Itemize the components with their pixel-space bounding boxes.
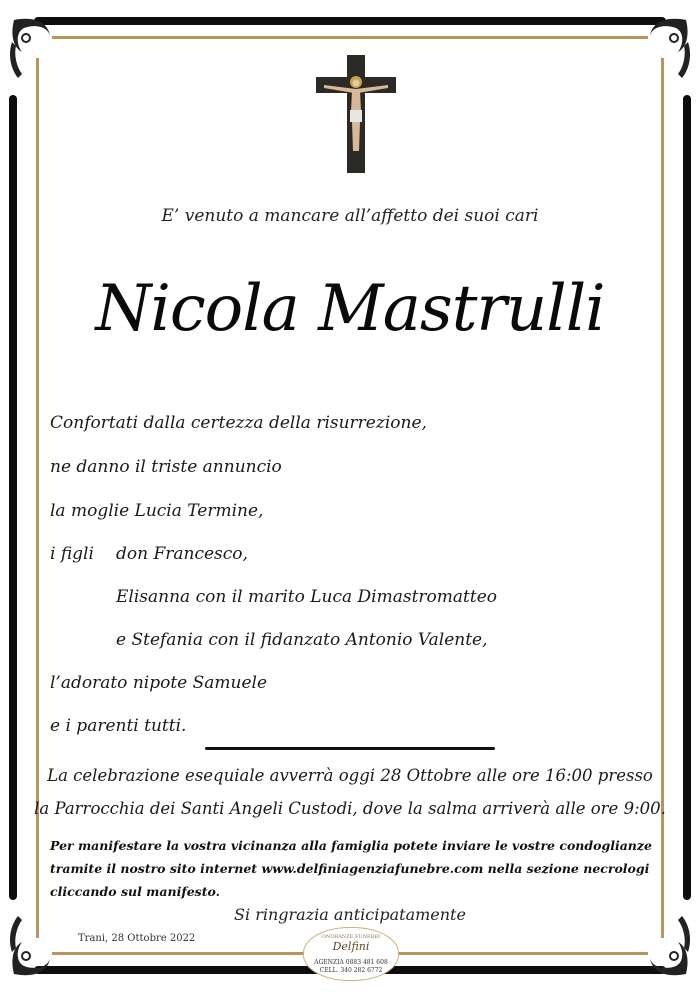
announcement-line: ne danno il triste annuncio (50, 457, 282, 477)
announcement-line: la moglie Lucia Termine, (50, 501, 264, 521)
logo-cell-phone: CELL. 340 282 6772 (319, 967, 383, 974)
divider (205, 747, 495, 750)
announcement-line: l’adorato nipote Samuele (50, 673, 268, 693)
corner-ornament-top-left (4, 12, 54, 82)
intro-text: E’ venuto a mancare all’affetto dei suoi cari (161, 206, 539, 226)
announcement-line: Confortati dalla certezza della risurrezione, (50, 413, 427, 433)
deceased-name: Nicola Mastrulli (95, 272, 605, 346)
logo-agency-phone: AGENZIA 0883 481 608 (314, 959, 388, 966)
gold-border-top (52, 36, 648, 39)
announcement-line: e i parenti tutti. (50, 716, 187, 736)
thanks-text: Si ringrazia anticipatamente (234, 905, 466, 924)
condolence-note-line: cliccando sul manifesto. (50, 884, 220, 899)
announcement-line: Elisanna con il marito Luca Dimastromatteo (116, 587, 498, 607)
announcement-line: don Francesco, (116, 544, 248, 564)
frame-top-bar (34, 17, 666, 25)
date-text: Trani, 28 Ottobre 2022 (78, 933, 196, 944)
logo-tagline: ONORANZE FUNEBRI (321, 934, 381, 940)
condolence-note-line: Per manifestare la vostra vicinanza alla famiglia potete inviare le vostre condoglianze (50, 838, 652, 853)
ceremony-line: La celebrazione esequiale avverrà oggi 28 Ottobre alle ore 16:00 presso (47, 766, 653, 785)
announcement-line: e Stefania con il fidanzato Antonio Valente, (116, 630, 488, 650)
condolence-note-line: tramite il nostro sito internet www.delfiniagenziafunebre.com nella sezione necrologi (50, 861, 650, 876)
agency-logo (303, 927, 399, 981)
crucifix-icon (316, 55, 396, 175)
corner-ornament-top-right (646, 12, 696, 82)
ceremony-line: la Parrocchia dei Santi Angeli Custodi, dove la salma arriverà alle ore 9:00. (34, 799, 666, 818)
announcement-line: i figli (50, 544, 94, 564)
logo-name: Delfini (332, 940, 370, 953)
